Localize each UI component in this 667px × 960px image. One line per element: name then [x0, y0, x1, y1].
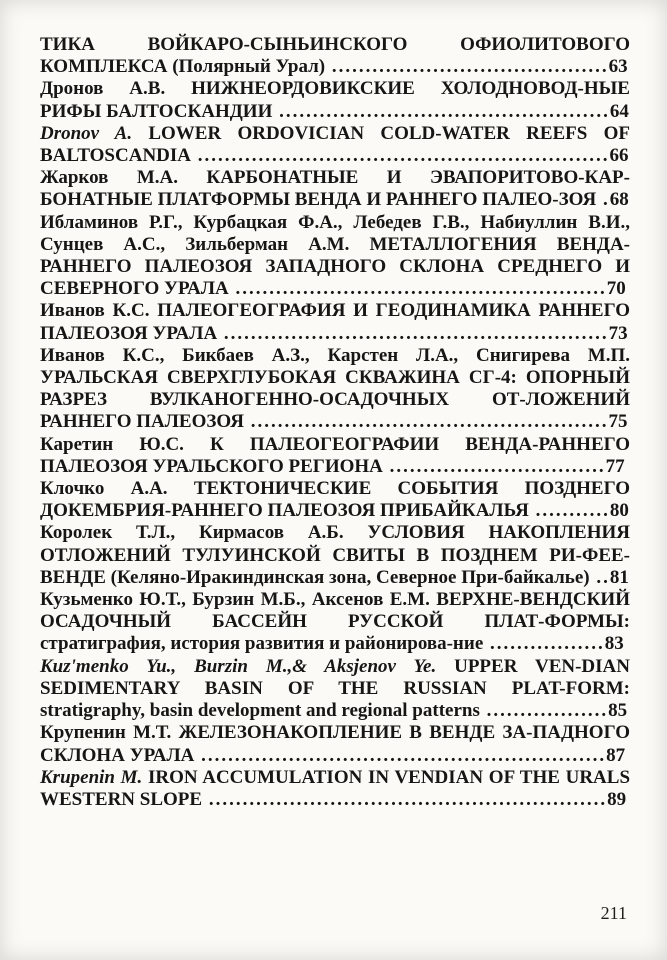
entry-author: Dronov A. [40, 122, 149, 144]
toc-entry [40, 522, 630, 589]
entry-title: LOWER ORDOVICIAN COLD-WATER REEFS OF BALTOSCANDIA [40, 122, 630, 167]
entry-title: ЖЕЛЕЗОНАКОПЛЕНИЕ В ВЕНДЕ ЗА-ПАДНОГО СКЛОНА УРАЛА [40, 722, 630, 766]
toc-entry [40, 123, 630, 167]
dot-leader: .................. [479, 700, 609, 722]
dot-leader: ................. [483, 633, 605, 655]
entry-author: Кузьменко Ю.Т., Бурзин М.Б., Аксенов Е.М. [40, 589, 437, 611]
entry-author: Крупенин М.Т. [40, 722, 179, 744]
toc [40, 34, 630, 811]
dot-leader: ................................................. [272, 100, 610, 122]
entry-page-number: 89 [607, 788, 627, 810]
toc-entry [40, 167, 630, 211]
entry-author: Ибламинов Р.Г., Курбацкая Ф.А., Лебедев Г.В., Набиуллин В.И., Сунцев А.С., Зильберман А.М. [40, 211, 630, 255]
entry-note: stratigraphy, basin development and regional patterns [40, 700, 480, 722]
dot-leader: ................................ [382, 455, 606, 477]
entry-page-number: 73 [608, 322, 628, 344]
entry-page-number: 81 [609, 566, 629, 588]
dot-leader: ............................................................. [191, 145, 610, 167]
entry-page-number: 77 [605, 455, 625, 477]
toc-entry [40, 78, 630, 122]
toc-entry [40, 34, 630, 78]
toc-entry [40, 434, 630, 478]
entry-author: Krupenin M. [40, 766, 148, 788]
entry-author: Kuz'menko Yu., Burzin M.,& Aksjenov Ye. [40, 655, 455, 677]
entry-author: Жарков М.А. [40, 167, 207, 189]
entry-page-number: 63 [608, 56, 628, 78]
entry-title: МЕТАЛЛОГЕНИЯ ВЕНДА-РАННЕГО ПАЛЕОЗОЯ ЗАПАДНОГО СКЛОНА СРЕДНЕГО И СЕВЕРНОГО УРАЛА [40, 233, 630, 300]
entry-author: Каретин Ю.С. [40, 433, 211, 455]
toc-entry [40, 345, 630, 434]
folio-page-number: 211 [600, 903, 627, 923]
entry-note: (Келяно-Иракиндинская зона, Северное При-байкалье) [110, 566, 590, 588]
entry-author: Клочко А.А. [40, 478, 194, 500]
entry-title: ТИКА ВОЙКАРО-СЫНЬИНСКОГО ОФИОЛИТОВОГО КОМПЛЕКСА [40, 34, 630, 78]
toc-entry [40, 589, 630, 656]
entry-title: IRON ACCUMULATION IN VENDIAN OF THE URALS WESTERN SLOPE [40, 766, 631, 810]
dot-leader: . [596, 189, 610, 211]
dot-leader: ........... [528, 500, 610, 522]
entry-author: Иванов К.С., Бикбаев А.З., Карстен Л.А., Снигирева М.П. [40, 344, 630, 366]
dot-leader: ......................................................... [217, 322, 609, 344]
entry-page-number: 83 [604, 633, 624, 655]
dot-leader: ....................................................... [228, 278, 607, 300]
entry-page-number: 66 [609, 145, 629, 167]
entry-page-number: 70 [606, 278, 626, 300]
entry-title: УСЛОВИЯ НАКОПЛЕНИЯ ОТЛОЖЕНИЙ ТУЛУИНСКОЙ СВИТЫ В ПОЗДНЕМ РИ-ФЕЕ-ВЕНДЕ [40, 522, 630, 588]
entry-author: Королек Т.Л., Кирмасов А.Б. [40, 522, 368, 544]
entry-title: ПАЛЕОГЕОГРАФИЯ И ГЕОДИНАМИКА РАННЕГО ПАЛЕОЗОЯ УРАЛА [40, 300, 630, 344]
entry-page-number: 68 [609, 189, 629, 211]
entry-note: (Полярный Урал) [172, 56, 326, 78]
toc-entry [40, 478, 630, 522]
dot-leader: .. [589, 566, 610, 588]
entry-title: ТЕКТОНИЧЕСКИЕ СОБЫТИЯ ПОЗДНЕГО ДОКЕМБРИЯ-РАННЕГО ПАЛЕОЗОЯ ПРИБАЙКАЛЬЯ [40, 478, 630, 522]
toc-entry [40, 722, 630, 766]
dot-leader: ............................................................ [194, 744, 607, 766]
dot-leader: ......................................... [325, 56, 609, 78]
entry-title: ВЕРХНЕ-ВЕНДСКИЙ ОСАДОЧНЫЙ БАССЕЙН РУССКОЙ ПЛАТ-ФОРМЫ: [40, 589, 630, 633]
dot-leader: ..................................................... [243, 411, 609, 433]
entry-title: КАРБОНАТНЫЕ И ЭВАПОРИТОВО-КАР-БОНАТНЫЕ ПЛАТФОРМЫ ВЕНДА И РАННЕГО ПАЛЕО-ЗОЯ [40, 167, 630, 211]
entry-author: Иванов К.С. [40, 300, 158, 322]
entry-page-number: 80 [609, 500, 629, 522]
entry-note: стратиграфия, история развития и районирова-ние [40, 633, 484, 655]
toc-entry [40, 656, 630, 723]
entry-page-number: 75 [608, 411, 628, 433]
toc-entry [40, 212, 630, 301]
entry-page-number: 87 [606, 744, 626, 766]
toc-entry [40, 300, 630, 344]
entry-author: Дронов А.В. [40, 78, 192, 100]
entry-page-number: 64 [609, 100, 629, 122]
entry-title: UPPER VEN-DIAN SEDIMENTARY BASIN OF THE RUSSIAN PLAT-FORM: [40, 655, 630, 699]
dot-leader: ........................................................... [202, 788, 608, 810]
entry-title: НИЖНЕОРДОВИКСКИЕ ХОЛОДНОВОД-НЫЕ РИФЫ БАЛТОСКАНДИИ [40, 78, 630, 122]
entry-title: УРАЛЬСКАЯ СВЕРХГЛУБОКАЯ СКВАЖИНА СГ-4: ОПОРНЫЙ РАЗРЕЗ ВУЛКАНОГЕННО-ОСАДОЧНЫХ ОТ-ЛОЖЕНИЙ РАННЕГО ПАЛЕОЗОЯ [40, 367, 630, 433]
entry-page-number: 85 [608, 700, 628, 722]
toc-entry [40, 767, 630, 811]
entry-title: К ПАЛЕОГЕОГРАФИИ ВЕНДА-РАННЕГО ПАЛЕОЗОЯ УРАЛЬСКОГО РЕГИОНА [40, 433, 631, 477]
